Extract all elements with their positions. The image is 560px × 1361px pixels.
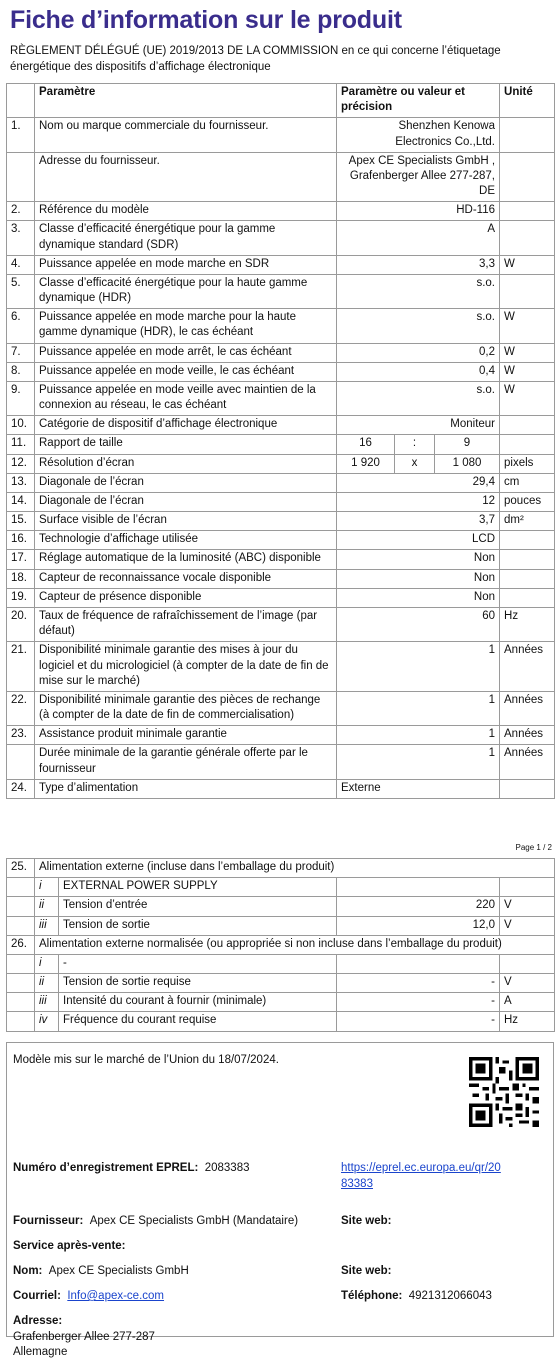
- row-label: Catégorie de dispositif d’affichage électronique: [35, 416, 337, 435]
- row-label: Classe d’efficacité énergétique pour la gamme dynamique standard (SDR): [35, 221, 337, 255]
- row-unit: Années: [500, 745, 555, 779]
- row-value: 3,3: [337, 255, 500, 274]
- row-unit: Années: [500, 642, 555, 692]
- row-number: 17.: [7, 550, 35, 569]
- row-label: Type d’alimentation: [35, 779, 337, 798]
- header-number: [7, 84, 35, 118]
- table-row: [7, 642, 555, 692]
- row-value-b: 1 080: [435, 454, 500, 473]
- sub-row-unit: V: [500, 897, 555, 916]
- sub-row-spacer: [7, 1012, 35, 1031]
- row-unit: [500, 550, 555, 569]
- sub-row-index: iv: [35, 1012, 59, 1031]
- section-header-row: [7, 859, 555, 878]
- row-number: 7.: [7, 343, 35, 362]
- row-value-a: 16: [337, 435, 395, 454]
- supplier-label: Fournisseur:: [13, 1215, 84, 1227]
- row-unit: W: [500, 381, 555, 415]
- row-unit: W: [500, 343, 555, 362]
- sub-row-spacer: [7, 878, 35, 897]
- table-row: [7, 512, 555, 531]
- row-number: 6.: [7, 309, 35, 343]
- row-label: Adresse du fournisseur.: [35, 152, 337, 202]
- power-supply-table: [6, 858, 555, 1032]
- row-unit: [500, 416, 555, 435]
- row-number: 8.: [7, 362, 35, 381]
- sub-row-unit: [500, 878, 555, 897]
- phone-number: 4921312066043: [408, 1290, 492, 1302]
- row-label: Puissance appelée en mode veille avec maintien de la connexion au réseau, le cas échéant: [35, 381, 337, 415]
- row-number: 21.: [7, 642, 35, 692]
- sub-row-unit: Hz: [500, 1012, 555, 1031]
- row-unit: [500, 779, 555, 798]
- sub-row-value: -: [337, 1012, 500, 1031]
- table-row: [7, 588, 555, 607]
- sub-row: [7, 916, 555, 935]
- row-unit: [500, 202, 555, 221]
- regulation-text: RÈGLEMENT DÉLÉGUÉ (UE) 2019/2013 DE LA COMMISSION en ce qui concerne l’étiquetage énergétique des dispositifs d’affichage électronique: [10, 45, 501, 73]
- row-label: Puissance appelée en mode marche en SDR: [35, 255, 337, 274]
- table-row: [7, 745, 555, 779]
- sub-row-spacer: [7, 916, 35, 935]
- sub-row-label: Tension de sortie: [59, 916, 337, 935]
- row-unit: [500, 274, 555, 308]
- row-value: A: [337, 221, 500, 255]
- sub-row-unit: A: [500, 993, 555, 1012]
- sub-row-value: [337, 954, 500, 973]
- sub-row-value: -: [337, 974, 500, 993]
- row-label: Disponibilité minimale garantie des pièces de rechange (à compter de la date de fin de commercialisation): [35, 691, 337, 725]
- address-label: Adresse:: [13, 1315, 63, 1327]
- row-unit: [500, 588, 555, 607]
- row-unit: pixels: [500, 454, 555, 473]
- sub-row: [7, 993, 555, 1012]
- sub-row-value: [337, 878, 500, 897]
- table-row: [7, 607, 555, 641]
- table-row: [7, 202, 555, 221]
- row-unit: [500, 152, 555, 202]
- row-number: [7, 152, 35, 202]
- row-number: 2.: [7, 202, 35, 221]
- row-unit: pouces: [500, 492, 555, 511]
- table-row: [7, 435, 555, 454]
- sub-row: [7, 878, 555, 897]
- row-label: Diagonale de l’écran: [35, 473, 337, 492]
- table-row: [7, 274, 555, 308]
- website-label: Site web:: [341, 1215, 392, 1227]
- sub-row: [7, 954, 555, 973]
- page-title: Fiche d’information sur le produit: [10, 6, 402, 34]
- sub-row-unit: V: [500, 916, 555, 935]
- qr-code-icon: [469, 1057, 539, 1127]
- row-label: Technologie d’affichage utilisée: [35, 531, 337, 550]
- sub-row-value: 12,0: [337, 916, 500, 935]
- row-number: 13.: [7, 473, 35, 492]
- row-number: 4.: [7, 255, 35, 274]
- row-number: 3.: [7, 221, 35, 255]
- email-link[interactable]: Info@apex-ce.com: [67, 1290, 165, 1302]
- row-value: HD-116: [337, 202, 500, 221]
- row-label: Capteur de présence disponible: [35, 588, 337, 607]
- eprel-number: 2083383: [204, 1162, 250, 1174]
- row-number: 5.: [7, 274, 35, 308]
- row-value: s.o.: [337, 274, 500, 308]
- row-value: Apex CE Specialists GmbH , Grafenberger Allee 277-287, DE: [337, 152, 500, 202]
- sub-row-spacer: [7, 974, 35, 993]
- section-number: 26.: [7, 935, 35, 954]
- table-row: [7, 381, 555, 415]
- row-value: 1: [337, 691, 500, 725]
- row-value: Shenzhen Kenowa Electronics Co.,Ltd.: [337, 118, 500, 152]
- row-value: Externe: [337, 779, 500, 798]
- row-value: 29,4: [337, 473, 500, 492]
- sub-row-label: Tension d’entrée: [59, 897, 337, 916]
- sub-row-index: i: [35, 878, 59, 897]
- table-row: [7, 531, 555, 550]
- header-unit: Unité: [500, 84, 555, 118]
- row-unit: Hz: [500, 607, 555, 641]
- sub-row-label: Fréquence du courant requise: [59, 1012, 337, 1031]
- row-value: 12: [337, 492, 500, 511]
- sub-row: [7, 1012, 555, 1031]
- eprel-link[interactable]: https://eprel.ec.europa.eu/qr/20 83383: [341, 1162, 501, 1190]
- website-label-2: Site web:: [341, 1265, 392, 1277]
- section-header-row: [7, 935, 555, 954]
- address-line-2: Allemagne: [13, 1346, 68, 1359]
- section-number: 25.: [7, 859, 35, 878]
- table-row: [7, 118, 555, 152]
- row-separator: :: [395, 435, 435, 454]
- row-label: Capteur de reconnaissance vocale disponible: [35, 569, 337, 588]
- row-number: [7, 745, 35, 779]
- page-number: Page 1 / 2: [515, 843, 552, 852]
- sub-row-label: Tension de sortie requise: [59, 974, 337, 993]
- row-unit: Années: [500, 726, 555, 745]
- row-unit: dm²: [500, 512, 555, 531]
- row-label: Assistance produit minimale garantie: [35, 726, 337, 745]
- table-row: [7, 255, 555, 274]
- row-label: Réglage automatique de la luminosité (ABC) disponible: [35, 550, 337, 569]
- sub-row-label: -: [59, 954, 337, 973]
- row-label: Référence du modèle: [35, 202, 337, 221]
- row-number: 22.: [7, 691, 35, 725]
- product-info-table: [6, 83, 555, 799]
- sub-row-index: i: [35, 954, 59, 973]
- sub-row-unit: V: [500, 974, 555, 993]
- row-number: 11.: [7, 435, 35, 454]
- row-value: 0,2: [337, 343, 500, 362]
- sub-row-value: 220: [337, 897, 500, 916]
- table-row: [7, 343, 555, 362]
- row-label: Taux de fréquence de rafraîchissement de l’image (par défaut): [35, 607, 337, 641]
- row-value: Moniteur: [337, 416, 500, 435]
- table-row: [7, 473, 555, 492]
- supplier-info-panel: [6, 1042, 554, 1359]
- row-unit: [500, 531, 555, 550]
- sub-row-index: iii: [35, 916, 59, 935]
- row-value: Non: [337, 569, 500, 588]
- row-number: 16.: [7, 531, 35, 550]
- row-number: 14.: [7, 492, 35, 511]
- table-row: [7, 691, 555, 725]
- row-unit: [500, 221, 555, 255]
- address-line-1: Grafenberger Allee 277-287: [13, 1330, 155, 1343]
- table-row: [7, 454, 555, 473]
- table-row: [7, 726, 555, 745]
- row-value: s.o.: [337, 309, 500, 343]
- row-separator: x: [395, 454, 435, 473]
- row-label: Disponibilité minimale garantie des mises à jour du logiciel et du micrologiciel (à compter de la date de fin de mise sur le marché): [35, 642, 337, 692]
- table-row: [7, 309, 555, 343]
- phone-label: Téléphone:: [341, 1290, 403, 1302]
- market-date-text: Modèle mis sur le marché de l’Union du 18/07/2024.: [13, 1054, 279, 1066]
- sub-row-index: ii: [35, 974, 59, 993]
- row-label: Surface visible de l’écran: [35, 512, 337, 531]
- row-value: 0,4: [337, 362, 500, 381]
- table-row: [7, 779, 555, 798]
- row-label: Résolution d’écran: [35, 454, 337, 473]
- row-unit: W: [500, 362, 555, 381]
- row-value-b: 9: [435, 435, 500, 454]
- row-value: s.o.: [337, 381, 500, 415]
- table-row: [7, 550, 555, 569]
- sub-row-index: ii: [35, 897, 59, 916]
- row-number: 1.: [7, 118, 35, 152]
- table-row: [7, 362, 555, 381]
- row-value: LCD: [337, 531, 500, 550]
- row-value: 1: [337, 726, 500, 745]
- row-unit: [500, 435, 555, 454]
- name-label: Nom:: [13, 1265, 43, 1277]
- row-unit: [500, 118, 555, 152]
- sub-row-index: iii: [35, 993, 59, 1012]
- row-label: Diagonale de l’écran: [35, 492, 337, 511]
- row-number: 20.: [7, 607, 35, 641]
- row-number: 23.: [7, 726, 35, 745]
- row-number: 19.: [7, 588, 35, 607]
- row-value: 1: [337, 745, 500, 779]
- service-label: Service après-vente:: [13, 1240, 126, 1252]
- row-number: 12.: [7, 454, 35, 473]
- sub-row-unit: [500, 954, 555, 973]
- row-label: Puissance appelée en mode veille, le cas échéant: [35, 362, 337, 381]
- supplier-name: Apex CE Specialists GmbH (Mandataire): [89, 1215, 299, 1227]
- sub-row-label: Intensité du courant à fournir (minimale): [59, 993, 337, 1012]
- row-label: Puissance appelée en mode arrêt, le cas échéant: [35, 343, 337, 362]
- table-row: [7, 152, 555, 202]
- row-unit: [500, 569, 555, 588]
- table-row: [7, 416, 555, 435]
- row-value: 1: [337, 642, 500, 692]
- sub-row-spacer: [7, 993, 35, 1012]
- row-label: Puissance appelée en mode marche pour la haute gamme dynamique (HDR), le cas échéant: [35, 309, 337, 343]
- row-value-a: 1 920: [337, 454, 395, 473]
- sub-row: [7, 897, 555, 916]
- row-label: Nom ou marque commerciale du fournisseur.: [35, 118, 337, 152]
- table-row: [7, 492, 555, 511]
- sub-row-spacer: [7, 954, 35, 973]
- row-value: 60: [337, 607, 500, 641]
- sub-row-spacer: [7, 897, 35, 916]
- row-number: 24.: [7, 779, 35, 798]
- row-value: Non: [337, 588, 500, 607]
- row-value: Non: [337, 550, 500, 569]
- section-title: Alimentation externe (incluse dans l’emballage du produit): [35, 859, 555, 878]
- row-value: 3,7: [337, 512, 500, 531]
- section-title: Alimentation externe normalisée (ou appropriée si non incluse dans l’emballage du produit): [35, 935, 555, 954]
- row-number: 9.: [7, 381, 35, 415]
- row-unit: cm: [500, 473, 555, 492]
- row-number: 18.: [7, 569, 35, 588]
- row-label: Rapport de taille: [35, 435, 337, 454]
- eprel-label: Numéro d’enregistrement EPREL:: [13, 1162, 199, 1174]
- row-number: 15.: [7, 512, 35, 531]
- row-unit: W: [500, 255, 555, 274]
- row-label: Durée minimale de la garantie générale offerte par le fournisseur: [35, 745, 337, 779]
- sub-row: [7, 974, 555, 993]
- service-name: Apex CE Specialists GmbH: [48, 1265, 189, 1277]
- table-row: [7, 569, 555, 588]
- sub-row-label: EXTERNAL POWER SUPPLY: [59, 878, 337, 897]
- sub-row-value: -: [337, 993, 500, 1012]
- row-unit: Années: [500, 691, 555, 725]
- mail-label: Courriel:: [13, 1290, 61, 1302]
- row-unit: W: [500, 309, 555, 343]
- table-row: [7, 221, 555, 255]
- header-value: Paramètre ou valeur et précision: [337, 84, 500, 118]
- row-number: 10.: [7, 416, 35, 435]
- row-label: Classe d’efficacité énergétique pour la haute gamme dynamique (HDR): [35, 274, 337, 308]
- header-parameter: Paramètre: [35, 84, 337, 118]
